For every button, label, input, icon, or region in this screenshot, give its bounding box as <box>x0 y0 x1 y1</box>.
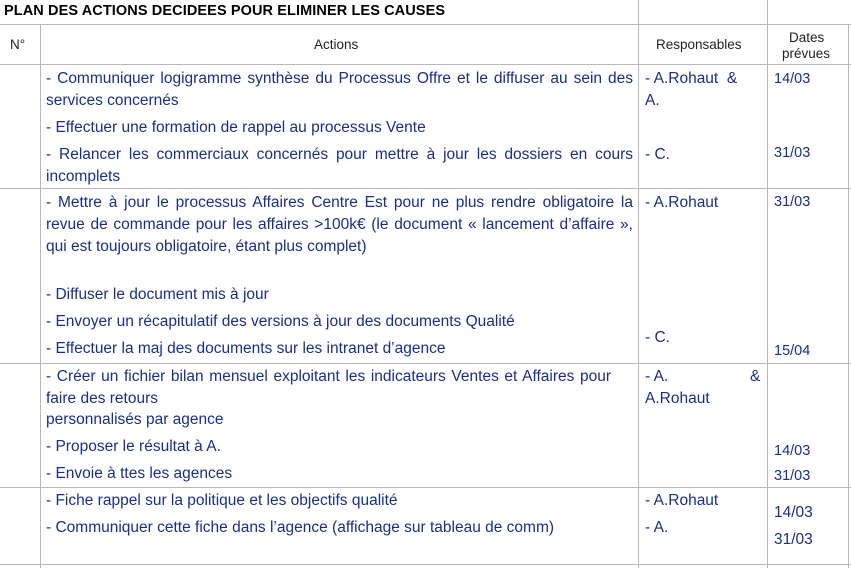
header-actions: Actions <box>314 37 359 52</box>
header-dates-line2: prévues <box>782 46 831 61</box>
group4-action-2 <box>46 517 633 539</box>
action-text: - Fiche rappel sur la politique et les objectifs qualité <box>46 492 398 509</box>
group1-action-3 <box>46 144 633 188</box>
group2-resp-1: - A.Rohaut <box>645 194 719 211</box>
group1-action-1 <box>46 68 633 112</box>
action-text: - Mettre à jour le processus Affaires Centre Est pour ne plus rendre obligatoire la revue de commande pour les affaires >100k€ (le document « lancement d’affaire », qui est toujours obligatoire, étant plus complet) <box>46 194 633 255</box>
group1-action-2 <box>46 117 633 139</box>
group4-resp-1: - A.Rohaut <box>645 492 719 509</box>
header-responsables: Responsables <box>656 37 742 52</box>
group3-resp-amp: & <box>750 368 761 385</box>
group3-action-2 <box>46 436 633 458</box>
group2-bottom-border <box>0 363 851 364</box>
group3-resp-1: - A. <box>645 368 669 385</box>
header-bottom-border <box>0 64 851 65</box>
group3-date-2: 31/03 <box>774 468 811 484</box>
group3-action-1-cont <box>46 409 633 431</box>
group3-date-1: 14/03 <box>774 443 811 459</box>
action-text: - Effectuer une formation de rappel au processus Vente <box>46 119 426 136</box>
group2-date-2: 15/04 <box>774 343 811 359</box>
group1-bottom-border <box>0 188 851 189</box>
action-text: - Effectuer la maj des documents sur les intranet d’agence <box>46 340 446 357</box>
group4-resp-2: - A. <box>645 519 669 536</box>
group1-resp-1: - A.Rohaut & <box>645 70 738 87</box>
group4-date-1: 14/03 <box>774 504 813 521</box>
group1-resp-3: - C. <box>645 146 670 163</box>
group2-date-1: 31/03 <box>774 194 811 210</box>
group1-resp-2: A. <box>645 92 660 109</box>
group2-action-3 <box>46 311 633 333</box>
col-divider-num <box>40 24 41 568</box>
group2-action-2 <box>46 284 633 306</box>
group3-bottom-border <box>0 487 851 488</box>
col-divider-actions <box>638 0 639 568</box>
action-text: - Diffuser le document mis à jour <box>46 286 269 303</box>
action-text: - Proposer le résultat à A. <box>46 438 221 455</box>
col-divider-resp <box>767 0 768 568</box>
group2-action-1 <box>46 192 633 258</box>
group2-action-4 <box>46 338 633 360</box>
action-text: - Communiquer logigramme synthèse du Processus Offre et le diffuser au sein des services concernés <box>46 70 633 109</box>
group1-date-1: 14/03 <box>774 71 811 87</box>
action-text: - Envoie à ttes les agences <box>46 465 233 482</box>
action-text: - Communiquer cette fiche dans l’agence (affichage sur tableau de comm) <box>46 519 555 536</box>
group2-resp-2: - C. <box>645 329 670 346</box>
group3-action-1 <box>46 366 611 410</box>
table-bottom-border <box>0 564 851 565</box>
col-divider-right <box>848 24 849 568</box>
page-title: PLAN DES ACTIONS DECIDEES POUR ELIMINER LES CAUSES <box>4 3 446 19</box>
group4-date-2: 31/03 <box>774 531 813 548</box>
action-text: personnalisés par agence <box>46 411 224 428</box>
table-top-border <box>0 24 851 25</box>
action-text: - Envoyer un récapitulatif des versions à jour des documents Qualité <box>46 313 515 330</box>
group3-resp-2: A.Rohaut <box>645 390 710 407</box>
action-text: - Créer un fichier bilan mensuel exploitant les indicateurs Ventes et Affaires pour faire des retours <box>46 368 611 407</box>
header-dates-line1: Dates <box>789 30 825 45</box>
action-text: - Relancer les commerciaux concernés pour mettre à jour les dossiers en cours incomplets <box>46 146 633 185</box>
header-num: N° <box>10 37 26 52</box>
group3-action-3 <box>46 463 633 485</box>
group4-action-1 <box>46 490 633 512</box>
group1-date-2: 31/03 <box>774 145 811 161</box>
